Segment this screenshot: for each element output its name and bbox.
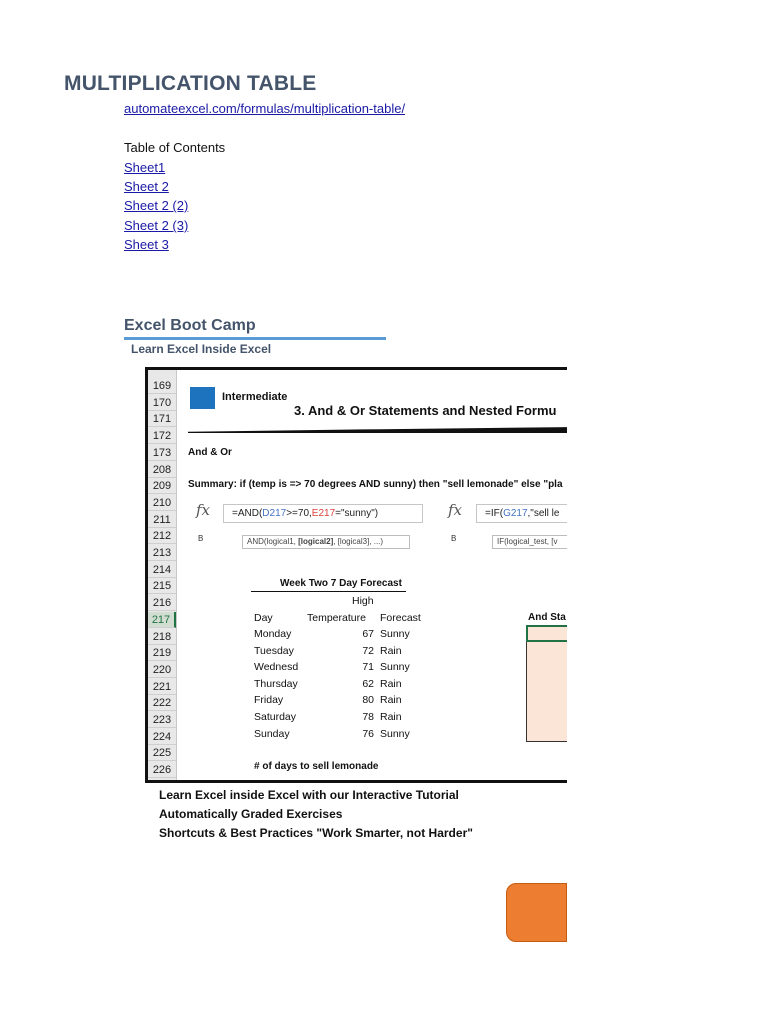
fx-icon[interactable]: fx [448, 501, 463, 519]
column-header-temperature: Temperature [307, 612, 366, 624]
row-number[interactable]: 212 [148, 528, 176, 544]
tutorial-screenshot[interactable] [145, 367, 567, 783]
forecast-day-cell: Wednesd [254, 661, 299, 674]
row-number[interactable]: 171 [148, 411, 176, 427]
level-badge-icon [190, 387, 215, 409]
row-number[interactable]: 226 [148, 762, 176, 778]
lesson-title-rule [188, 427, 567, 433]
forecast-weather-cell: Rain [380, 711, 402, 723]
column-header-high: High [352, 595, 374, 607]
row-header-column [148, 370, 177, 783]
forecast-temp-cell: 80 [362, 694, 374, 707]
formula-bar-if[interactable] [476, 504, 567, 523]
row-number[interactable]: 225 [148, 745, 176, 761]
row-number[interactable]: 216 [148, 595, 176, 611]
function-tooltip-if: IF(logical_test, [v [492, 535, 567, 549]
forecast-temp-cell: 67 [362, 628, 374, 640]
page-title: MULTIPLICATION TABLE [64, 72, 317, 95]
row-number[interactable]: 214 [148, 562, 176, 578]
column-hint: B [451, 534, 457, 543]
lesson-title: 3. And & Or Statements and Nested Formu [294, 403, 557, 418]
row-number[interactable]: 213 [148, 545, 176, 561]
feature-line: Shortcuts & Best Practices "Work Smarter, not Harder" [159, 826, 473, 840]
active-cell[interactable] [526, 625, 567, 642]
toc-link-sheet-2-2[interactable]: Sheet 2 (2) [124, 198, 189, 213]
formula-bar-and[interactable] [223, 504, 423, 523]
toc-link-sheet1[interactable]: Sheet1 [124, 160, 166, 175]
forecast-temp-cell: 62 [362, 677, 374, 690]
forecast-day-cell: Tuesday [254, 644, 294, 657]
forecast-day-cell: Saturday [254, 711, 297, 723]
row-number[interactable]: 173 [148, 445, 176, 461]
row-number[interactable]: 208 [148, 462, 176, 478]
forecast-title-rule [251, 591, 406, 592]
bootcamp-title: Excel Boot Camp [124, 317, 256, 334]
row-number[interactable]: 170 [148, 395, 176, 411]
tooltip-text: [logical2] [298, 537, 334, 546]
function-tooltip-and [242, 535, 410, 549]
forecast-weather-cell: Rain [380, 694, 402, 707]
row-number[interactable]: 221 [148, 679, 176, 695]
forecast-weather-cell: Sunny [380, 727, 410, 740]
row-number[interactable]: 223 [148, 712, 176, 728]
row-number[interactable]: 218 [148, 629, 176, 645]
row-number[interactable]: 209 [148, 478, 176, 494]
formula-ref: D217 [262, 508, 287, 519]
and-statement-label: And Sta [528, 612, 566, 623]
row-number[interactable]: 211 [148, 512, 176, 528]
row-number[interactable]: 222 [148, 695, 176, 711]
forecast-weather-cell: Rain [380, 644, 402, 657]
row-number[interactable]: 219 [148, 645, 176, 661]
forecast-day-cell: Monday [254, 628, 292, 640]
formula-text: =AND( [232, 508, 263, 519]
forecast-temp-cell: 72 [362, 644, 374, 657]
toc-link-sheet-2-3[interactable]: Sheet 2 (3) [124, 218, 189, 233]
column-header-day: Day [254, 612, 273, 624]
forecast-temp-cell: 71 [362, 661, 374, 674]
row-number[interactable]: 215 [148, 578, 176, 594]
row-number[interactable]: 210 [148, 495, 176, 511]
row-number[interactable]: 172 [148, 428, 176, 444]
toc-link-sheet-3[interactable]: Sheet 3 [124, 237, 169, 252]
toc-link-sheet-2[interactable]: Sheet 2 [124, 179, 169, 194]
level-label: Intermediate [222, 391, 288, 403]
feature-line: Learn Excel inside Excel with our Interactive Tutorial [159, 788, 459, 802]
forecast-weather-cell: Rain [380, 677, 402, 690]
formula-text: =IF( [485, 508, 504, 519]
row-number[interactable]: 224 [148, 729, 176, 745]
formula-ref: G217 [503, 508, 528, 519]
toc-heading: Table of Contents [124, 140, 226, 155]
formula-text: ,"sell le [527, 508, 560, 519]
forecast-day-cell: Sunday [254, 727, 290, 740]
forecast-title: Week Two 7 Day Forecast [280, 578, 402, 589]
section-label: And & Or [188, 447, 232, 458]
fx-icon[interactable]: fx [196, 501, 211, 519]
forecast-day-cell: Friday [254, 694, 284, 707]
and-statement-result-range[interactable] [526, 625, 567, 742]
forecast-temp-cell: 76 [362, 727, 374, 740]
bootcamp-title-rule [124, 337, 386, 340]
tooltip-text: AND(logical1, [247, 537, 299, 546]
formula-text: >=70, [286, 508, 312, 519]
column-hint: B [198, 534, 204, 543]
tooltip-text: , [logical3], ...) [333, 537, 384, 546]
cta-button[interactable] [506, 883, 567, 942]
row-number[interactable]: 169 [148, 378, 176, 394]
forecast-weather-cell: Sunny [380, 661, 410, 674]
forecast-weather-cell: Sunny [380, 628, 410, 640]
row-number[interactable]: 217 [148, 612, 176, 628]
summary-text: Summary: if (temp is => 70 degrees AND sunny) then "sell lemonade" else "pla [188, 479, 563, 490]
row-number[interactable]: 220 [148, 662, 176, 678]
feature-line: Automatically Graded Exercises [159, 807, 343, 821]
days-to-sell-label: # of days to sell lemonade [254, 761, 379, 772]
bootcamp-subtitle: Learn Excel Inside Excel [131, 342, 272, 356]
source-url-link[interactable]: automateexcel.com/formulas/multiplication-table/ [124, 101, 406, 116]
formula-text: ="sunny") [335, 508, 379, 519]
forecast-temp-cell: 78 [362, 711, 374, 723]
forecast-day-cell: Thursday [254, 677, 298, 690]
formula-ref: E217 [311, 508, 336, 519]
column-header-forecast: Forecast [380, 612, 421, 624]
